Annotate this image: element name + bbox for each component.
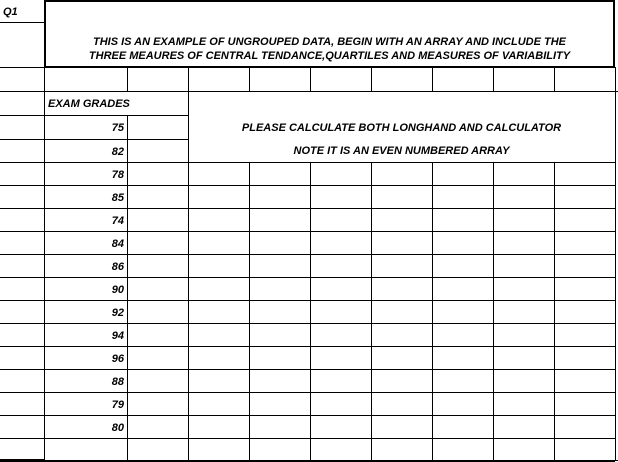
- grade-cell[interactable]: 92: [111, 307, 124, 319]
- grid-line: [44, 185, 188, 186]
- grid-line: [44, 115, 188, 116]
- grid-line: [0, 162, 44, 163]
- grid-line: [493, 162, 494, 461]
- grid-line: [44, 392, 188, 393]
- grid-line: [0, 415, 44, 416]
- grid-line: [188, 323, 615, 324]
- grid-line: [371, 67, 372, 91]
- border-line: [44, 66, 615, 68]
- grid-line: [0, 369, 44, 370]
- grid-line: [44, 231, 188, 232]
- grid-line: [493, 67, 494, 91]
- grid-line: [188, 67, 189, 91]
- grid-line: [0, 185, 44, 186]
- grade-cell[interactable]: 90: [111, 284, 124, 296]
- grid-line: [432, 67, 433, 91]
- grid-line: [310, 162, 311, 461]
- grid-line: [44, 67, 45, 91]
- grid-line: [188, 277, 615, 278]
- border-line: [44, 0, 615, 2]
- grid-line: [44, 139, 188, 140]
- grid-line: [188, 231, 615, 232]
- grid-line: [188, 415, 615, 416]
- grid-line: [0, 91, 618, 92]
- grid-line: [44, 438, 188, 439]
- grade-cell[interactable]: 84: [111, 238, 124, 250]
- grade-cell[interactable]: 94: [111, 330, 124, 342]
- grid-line: [188, 185, 615, 186]
- title-border-right: [614, 0, 615, 67]
- grade-cell[interactable]: 80: [111, 422, 124, 434]
- grade-cell[interactable]: 85: [111, 192, 124, 204]
- grid-line: [44, 323, 188, 324]
- grid-line: [188, 346, 615, 347]
- grid-line: [0, 254, 44, 255]
- grade-cell[interactable]: 75: [111, 122, 124, 134]
- grid-line: [0, 22, 44, 23]
- grid-line: [188, 254, 615, 255]
- instruction-line-1: PLEASE CALCULATE BOTH LONGHAND AND CALCULATOR: [241, 122, 562, 134]
- grid-line: [188, 392, 615, 393]
- corner-label: Q1: [3, 6, 18, 18]
- title-line-1: THIS IS AN EXAMPLE OF UNGROUPED DATA, BEGIN WITH AN ARRAY AND INCLUDE THE: [92, 36, 566, 48]
- grid-line: [310, 67, 311, 91]
- grid-line: [44, 369, 188, 370]
- grid-line: [371, 162, 372, 461]
- grade-cell[interactable]: 96: [111, 353, 124, 365]
- grid-line: [0, 438, 44, 439]
- grid-line: [0, 346, 44, 347]
- grid-line: [432, 162, 433, 461]
- grid-line: [0, 277, 44, 278]
- grid-line: [127, 115, 128, 461]
- column-header: EXAM GRADES: [48, 98, 130, 110]
- grid-line: [188, 438, 615, 439]
- grid-line: [44, 91, 45, 461]
- grid-line: [249, 162, 250, 461]
- grid-line: [127, 67, 128, 91]
- grid-line: [0, 231, 44, 232]
- grid-line: [188, 300, 615, 301]
- grid-line: [0, 67, 44, 68]
- grid-line: [615, 67, 616, 91]
- grid-line: [44, 208, 188, 209]
- grade-cell[interactable]: 79: [111, 399, 124, 411]
- grid-line: [0, 115, 44, 116]
- grid-line: [44, 300, 188, 301]
- grid-line: [188, 208, 615, 209]
- grid-line: [0, 208, 44, 209]
- grid-line: [44, 415, 188, 416]
- grid-line: [188, 162, 615, 163]
- grid-line: [249, 67, 250, 91]
- grid-line: [0, 139, 44, 140]
- grade-cell[interactable]: 82: [111, 146, 124, 158]
- grid-line: [554, 162, 555, 461]
- grade-cell[interactable]: 86: [111, 261, 124, 273]
- grid-line: [44, 277, 188, 278]
- instruction-line-2: NOTE IT IS AN EVEN NUMBERED ARRAY: [293, 145, 510, 157]
- grid-line: [554, 67, 555, 91]
- grid-line: [0, 323, 44, 324]
- grade-cell[interactable]: 78: [111, 169, 124, 181]
- grid-line: [0, 300, 44, 301]
- grid-line: [44, 162, 188, 163]
- grade-cell[interactable]: 88: [111, 376, 124, 388]
- grid-line: [0, 392, 44, 393]
- grade-cell[interactable]: 74: [111, 215, 124, 227]
- grid-line: [188, 369, 615, 370]
- grid-line: [44, 254, 188, 255]
- title-line-2: THREE MEAURES OF CENTRAL TENDANCE,QUARTILES AND MEASURES OF VARIABILITY: [88, 50, 571, 62]
- grid-line: [44, 346, 188, 347]
- grid-line: [615, 91, 616, 461]
